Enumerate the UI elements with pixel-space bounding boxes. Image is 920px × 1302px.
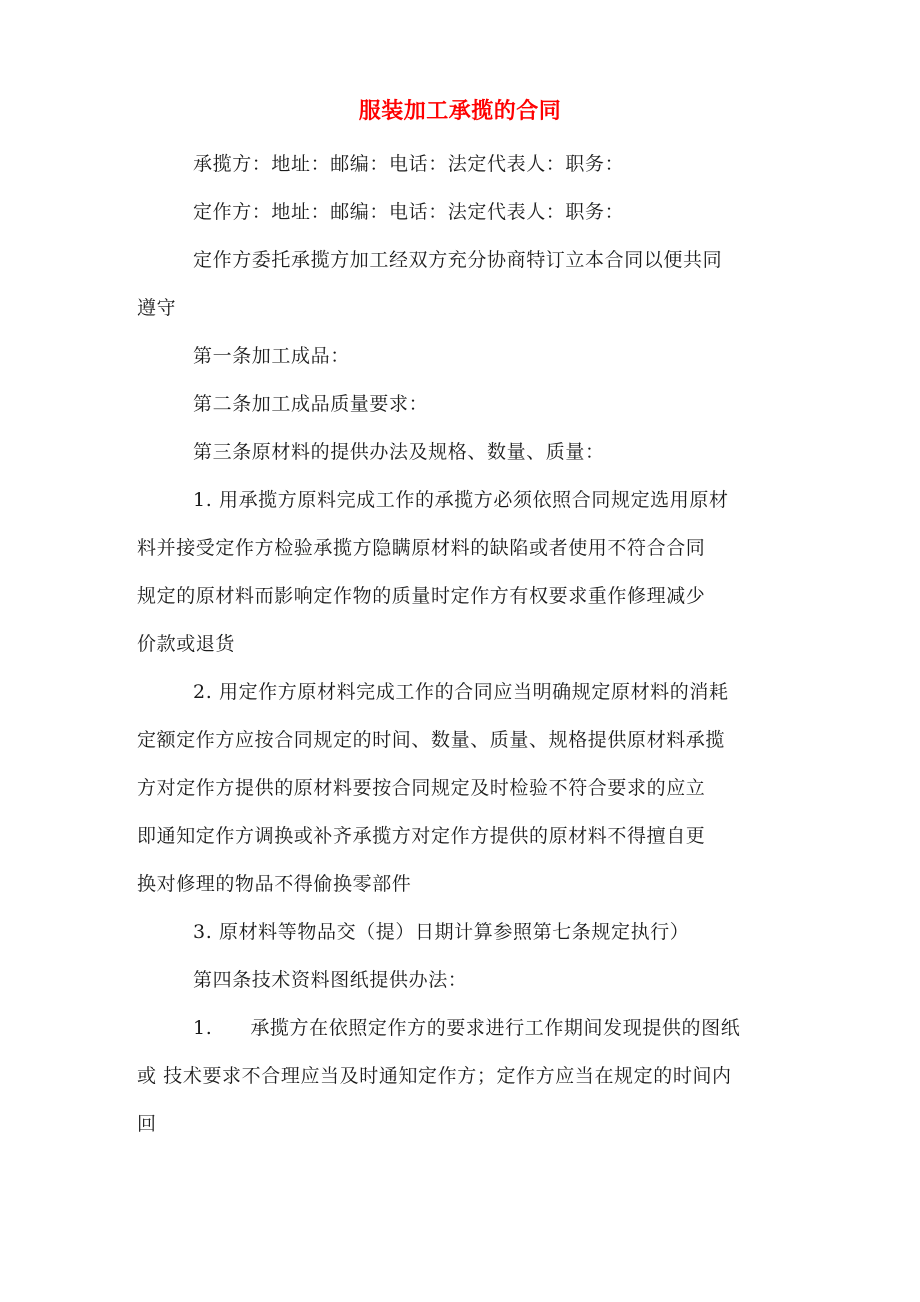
preamble-paragraph-cont: 遵守 [137,297,177,319]
article-3-item-1-cont: 价款或退货 [137,633,236,655]
contractor-info-line: 承揽方：地址：邮编：电话：法定代表人：职务： [193,153,625,175]
article-3-item-1: 1. 用承揽方原料完成工作的承揽方必须依照合同规定选用原材 [193,489,729,511]
article-3-item-2-cont: 换对修理的物品不得偷换零部件 [137,873,412,895]
article-4-heading: 第四条技术资料图纸提供办法： [193,969,468,991]
document-title: 服装加工承揽的合同 [358,98,562,124]
article-3-item-2-cont: 即通知定作方调换或补齐承揽方对定作方提供的原材料不得擅自更 [137,825,706,847]
article-3-heading: 第三条原材料的提供办法及规格、数量、质量： [193,441,605,463]
article-3-item-2-cont: 定额定作方应按合同规定的时间、数量、质量、规格提供原材料承揽 [137,729,726,751]
article-3-item-3: 3. 原材料等物品交（提）日期计算参照第七条规定执行） [193,921,690,943]
article-1-heading: 第一条加工成品： [193,345,350,367]
document-body [137,140,797,1148]
article-3-item-1-cont: 料并接受定作方检验承揽方隐瞒原材料的缺陷或者使用不符合合同 [137,537,706,559]
preamble-paragraph: 定作方委托承揽方加工经双方充分协商特订立本合同以便共同 [193,249,723,271]
article-4-item-1-cont: 回 [137,1113,157,1135]
list-number: 1. [193,1017,213,1039]
article-4-item-1 [137,1004,797,1052]
article-3-item-2-cont: 方对定作方提供的原材料要按合同规定及时检验不符合要求的应立 [137,777,706,799]
article-2-heading: 第二条加工成品质量要求： [193,393,429,415]
article-4-item-1-text: 承揽方在依照定作方的要求进行工作期间发现提供的图纸 [250,1017,741,1039]
article-3-item-2: 2. 用定作方原材料完成工作的合同应当明确规定原材料的消耗 [193,681,729,703]
article-4-item-1-cont: 或 技术要求不合理应当及时通知定作方；定作方应当在规定的时间内 [137,1065,732,1087]
orderer-info-line: 定作方：地址：邮编：电话：法定代表人：职务： [193,201,625,223]
article-3-item-1-cont: 规定的原材料而影响定作物的质量时定作方有权要求重作修理减少 [137,585,706,607]
